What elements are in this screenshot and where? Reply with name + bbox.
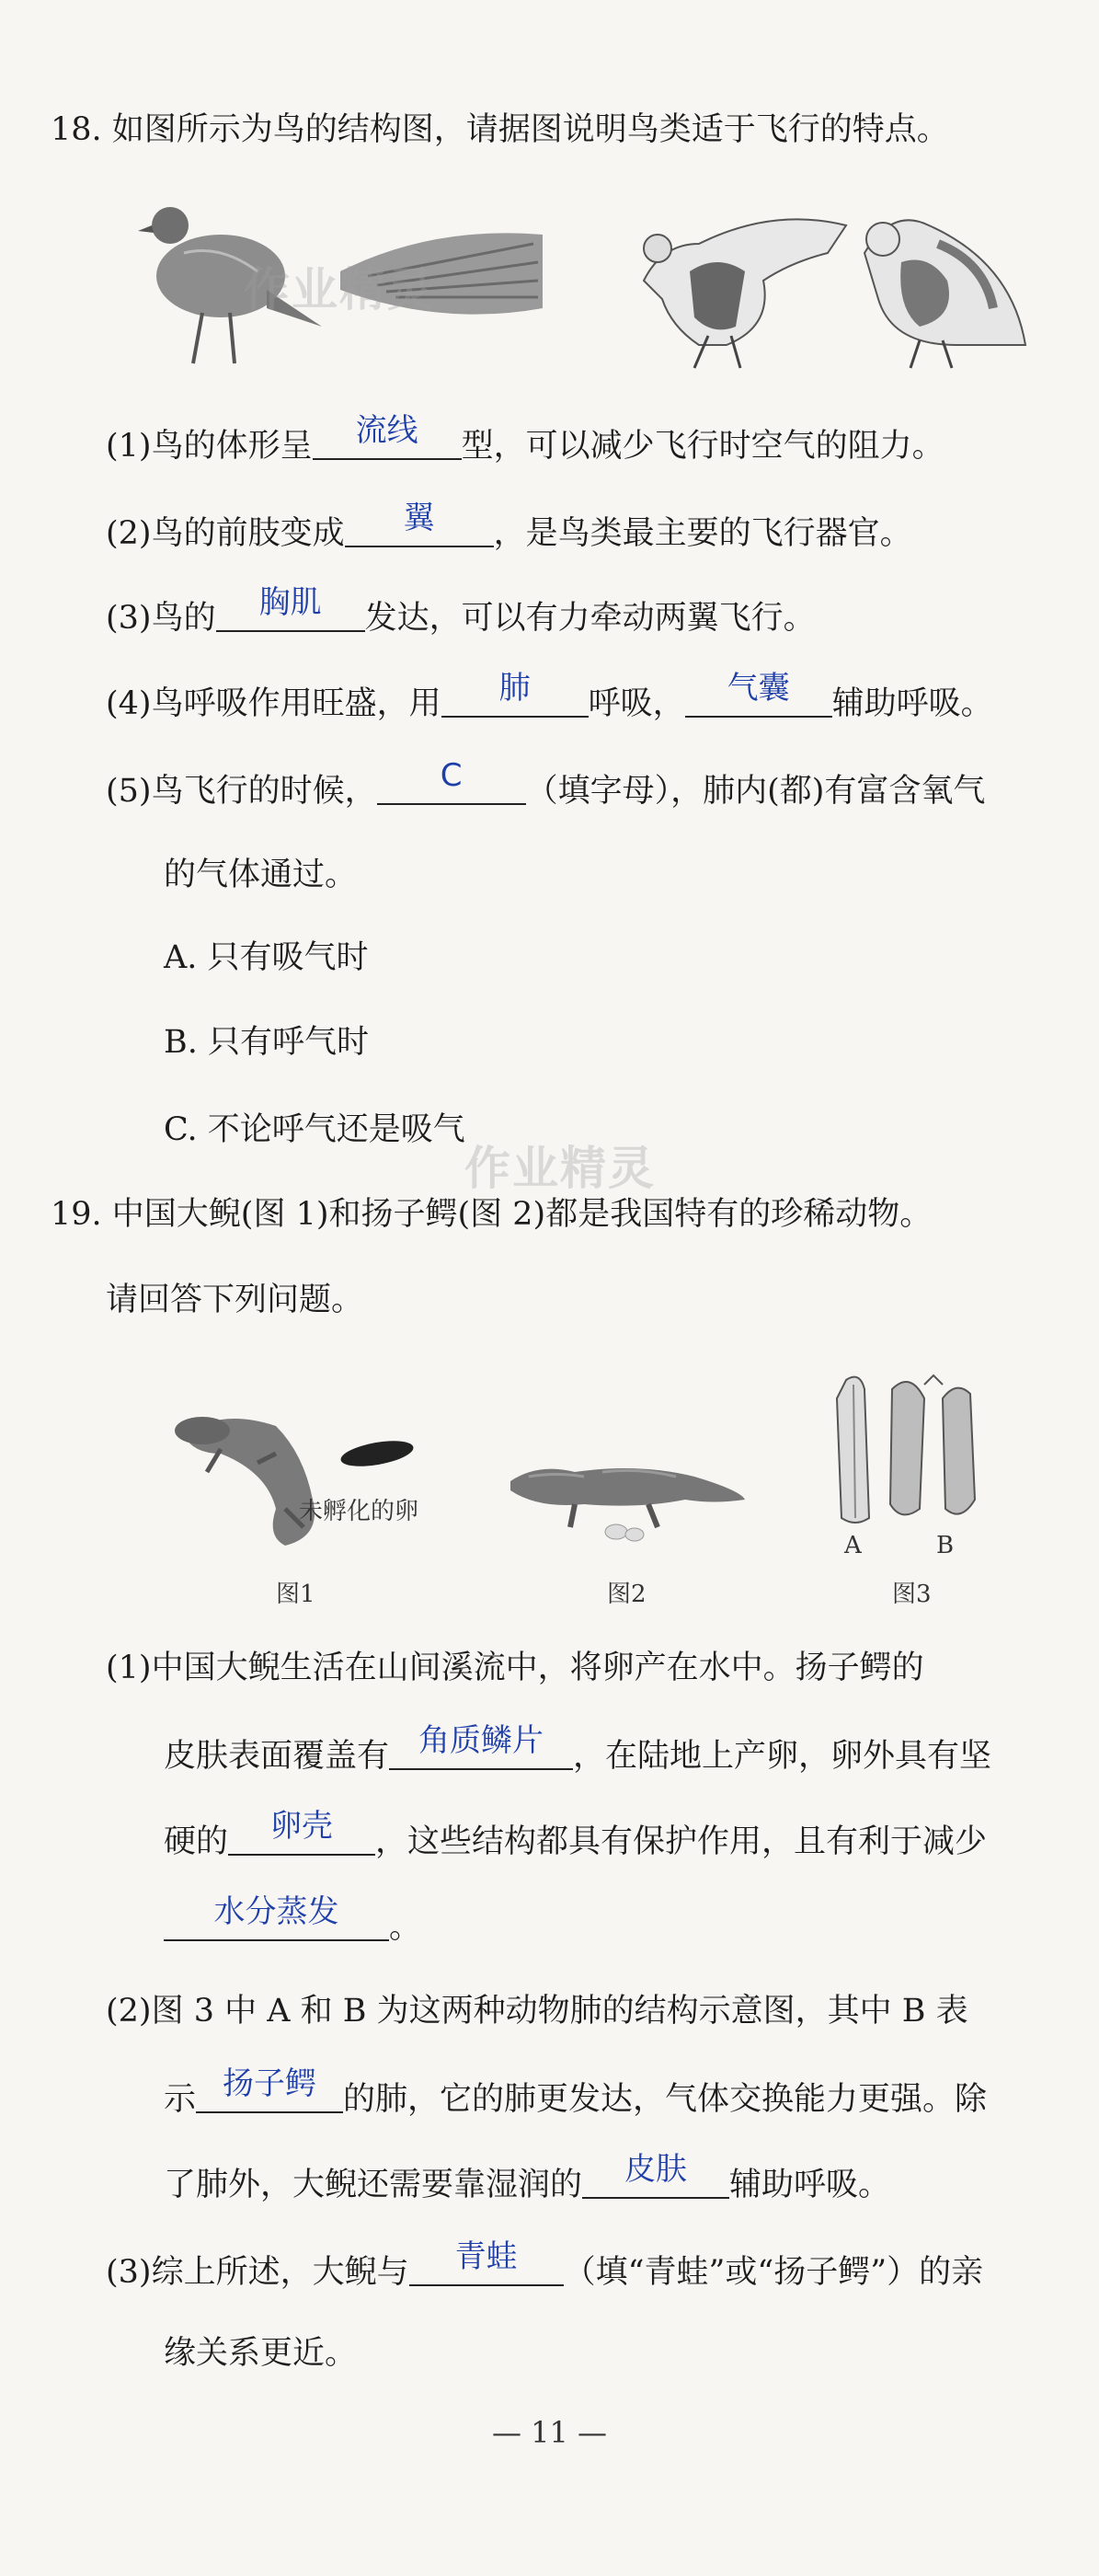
fig1-caption: 图1 bbox=[276, 1581, 315, 1608]
figure-giant-salamander bbox=[166, 1398, 460, 1555]
q18-s5-blank[interactable]: C bbox=[377, 766, 526, 805]
q19-title-line1: 19. 中国大鲵(图 1)和扬子鳄(图 2)都是我国特有的珍稀动物。 bbox=[51, 1196, 933, 1233]
q18-s3-blank[interactable]: 胸肌 bbox=[216, 593, 365, 632]
q19-s2-blank-1[interactable]: 扬子鳄 bbox=[196, 2075, 343, 2113]
q19-s3-line1: (3)综上所述，大鲵与 青蛙 （填“青蛙”或“扬子鳄”）的亲 bbox=[106, 2238, 984, 2291]
q18-s4: (4)鸟呼吸作用旺盛，用 肺 呼吸， 气囊 辅助呼吸。 bbox=[106, 670, 993, 722]
bird-air-sacs-image bbox=[864, 220, 1025, 368]
q18-s2-blank[interactable]: 翼 bbox=[345, 509, 494, 547]
q19-s1-line4: 水分蒸发 。 bbox=[164, 1903, 421, 1949]
q19-s3-line2: 缘关系更近。 bbox=[164, 2335, 358, 2372]
q18-s2: (2)鸟的前肢变成 翼 ，是鸟类最主要的飞行器官。 bbox=[106, 500, 912, 552]
fig2-caption: 图2 bbox=[607, 1581, 647, 1608]
figure-lungs bbox=[819, 1371, 1002, 1536]
q18-s4-blank-2[interactable]: 气囊 bbox=[685, 679, 832, 718]
page-number: — 11 — bbox=[491, 2415, 608, 2450]
watermark-text: 作业精灵 bbox=[244, 263, 435, 316]
bird-skeleton-image bbox=[644, 219, 846, 368]
q19-s1-blank-3[interactable]: 水分蒸发 bbox=[164, 1903, 389, 1941]
q18-s5-continued: 的气体通过。 bbox=[164, 857, 358, 893]
egg-label: 未孵化的卵 bbox=[299, 1498, 419, 1525]
q19-s2-line3: 了肺外，大鲵还需要靠湿润的 皮肤 辅助呼吸。 bbox=[164, 2151, 891, 2203]
q18-title: 18. 如图所示为鸟的结构图，请据图说明鸟类适于飞行的特点。 bbox=[51, 111, 949, 148]
q18-option-a: A. 只有吸气时 bbox=[164, 939, 369, 976]
figure-chinese-alligator bbox=[501, 1435, 750, 1546]
fig3-label-a: A bbox=[844, 1532, 862, 1559]
fig3-caption: 图3 bbox=[892, 1581, 932, 1608]
q18-s3: (3)鸟的 胸肌 发达，可以有力牵动两翼飞行。 bbox=[106, 584, 816, 637]
q18-s5: (5)鸟飞行的时候， C （填字母），肺内(都)有富含氧气 bbox=[106, 757, 986, 810]
q19-s1-line3: 硬的 卵壳 ，这些结构都具有保护作用，且有利于减少 bbox=[164, 1808, 988, 1860]
q19-title-line2: 请回答下列问题。 bbox=[106, 1282, 364, 1318]
q19-s3-blank[interactable]: 青蛙 bbox=[409, 2248, 564, 2286]
q18-s4-blank-1[interactable]: 肺 bbox=[441, 679, 589, 718]
q19-s1-blank-1[interactable]: 角质鳞片 bbox=[389, 1731, 573, 1770]
q19-s2-line1: (2)图 3 中 A 和 B 为这两种动物肺的结构示意图，其中 B 表 bbox=[106, 1993, 968, 2030]
fig3-label-b: B bbox=[936, 1532, 955, 1559]
q18-option-c: C. 不论呼气还是吸气 bbox=[164, 1111, 465, 1148]
q19-s2-line2: 示 扬子鳄 的肺，它的肺更发达，气体交换能力更强。除 bbox=[164, 2065, 988, 2118]
q18-s1: (1)鸟的体形呈 流线 型，可以减少飞行时空气的阻力。 bbox=[106, 412, 944, 465]
watermark-text: 作业精灵 bbox=[464, 1142, 656, 1195]
q19-s1-blank-2[interactable]: 卵壳 bbox=[228, 1817, 375, 1856]
q19-s1-line1: (1)中国大鲵生活在山间溪流中，将卵产在水中。扬子鳄的 bbox=[106, 1650, 924, 1686]
q18-option-b: B. 只有呼气时 bbox=[164, 1024, 369, 1061]
q19-s2-blank-2[interactable]: 皮肤 bbox=[582, 2160, 729, 2199]
q18-s1-blank[interactable]: 流线 bbox=[313, 421, 462, 460]
q19-s1-line2: 皮肤表面覆盖有 角质鳞片 ，在陆地上产卵，卵外具有坚 bbox=[164, 1722, 992, 1775]
